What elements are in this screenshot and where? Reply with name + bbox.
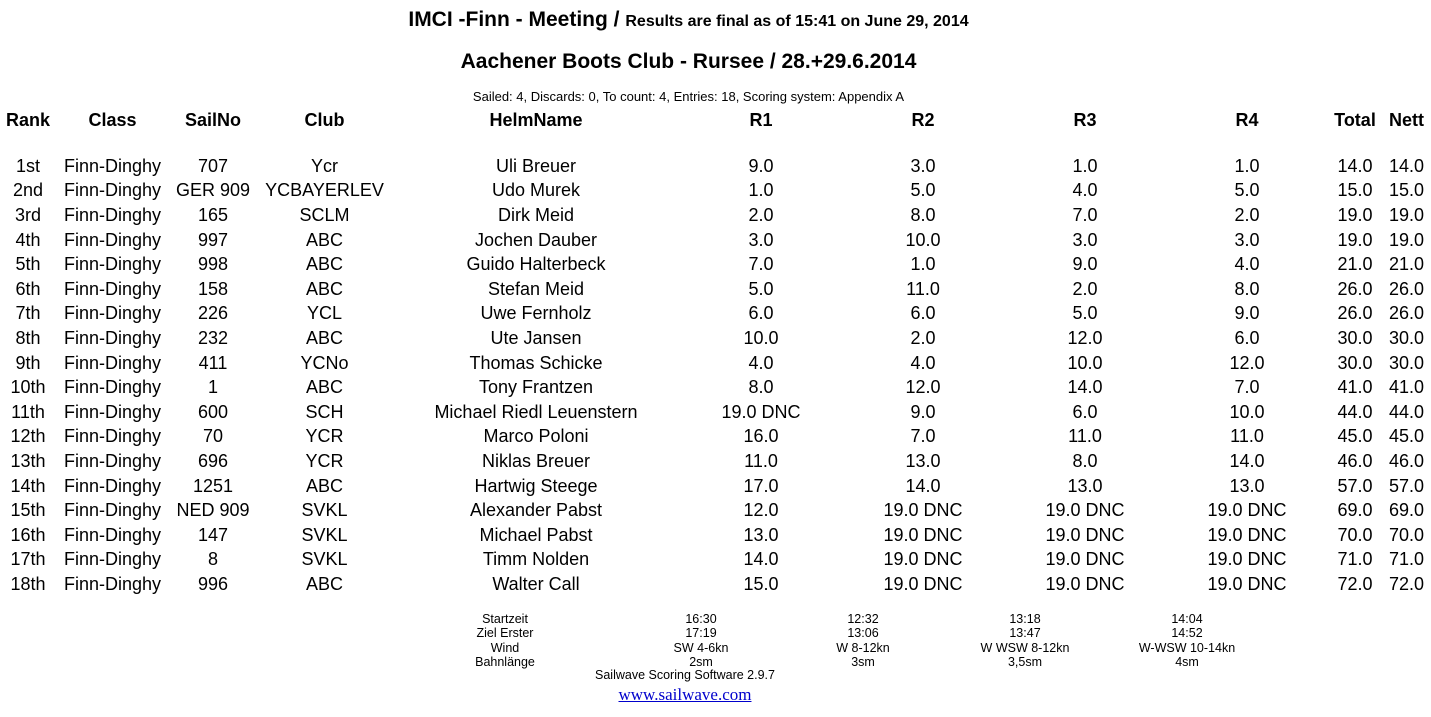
race-info-r2 xyxy=(782,612,944,669)
cell-club: ABC xyxy=(305,229,343,250)
cell-total: 26.0 xyxy=(1337,303,1373,324)
cell-nett: 41.0 xyxy=(1388,377,1425,398)
cell-rank: 16th xyxy=(10,524,46,545)
cell-r1: 9.0 xyxy=(748,155,774,176)
cell-sailno: 147 xyxy=(197,524,229,545)
cell-total: 19.0 xyxy=(1337,229,1373,250)
column-header-class: Class xyxy=(88,109,137,130)
cell-nett: 72.0 xyxy=(1388,573,1425,594)
cell-sailno: 996 xyxy=(197,573,229,594)
cell-helmname: Michael Pabst xyxy=(479,524,593,545)
cell-r3: 19.0 DNC xyxy=(1045,500,1125,521)
cell-nett: 14.0 xyxy=(1388,155,1425,176)
table-row xyxy=(0,523,1431,548)
cell-r4: 11.0 xyxy=(1230,426,1264,447)
cell-helmname: Michael Riedl Leuenstern xyxy=(434,401,638,422)
r3-length: 3,5sm xyxy=(1007,654,1043,669)
cell-total: 19.0 xyxy=(1337,204,1373,225)
cell-r4: 6.0 xyxy=(1234,327,1260,348)
r1-start: 16:30 xyxy=(685,612,717,626)
race-info-r4 xyxy=(1106,612,1268,669)
cell-total: 30.0 xyxy=(1337,352,1373,373)
cell-helmname: Udo Murek xyxy=(491,180,581,201)
cell-club: YCNo xyxy=(300,352,349,373)
cell-helmname: Dirk Meid xyxy=(497,204,574,225)
cell-sailno: 600 xyxy=(197,401,229,422)
cell-sailno: 707 xyxy=(197,155,229,176)
cell-class: Finn-Dinghy xyxy=(63,155,162,176)
cell-nett: 46.0 xyxy=(1388,450,1425,471)
cell-class: Finn-Dinghy xyxy=(63,377,162,398)
cell-r1: 8.0 xyxy=(748,377,774,398)
cell-rank: 8th xyxy=(15,327,41,348)
cell-r1: 11.0 xyxy=(744,450,778,471)
table-row xyxy=(0,252,1431,277)
cell-helmname: Hartwig Steege xyxy=(474,475,598,496)
cell-class: Finn-Dinghy xyxy=(63,352,162,373)
cell-total: 30.0 xyxy=(1337,327,1373,348)
cell-r2: 11.0 xyxy=(906,278,940,299)
cell-rank: 17th xyxy=(10,549,46,570)
cell-total: 71.0 xyxy=(1337,549,1373,570)
cell-club: ABC xyxy=(305,475,343,496)
scoring-summary: Sailed: 4, Discards: 0, To count: 4, Entries: 18, Scoring system: Appendix A xyxy=(472,89,905,104)
sailwave-link[interactable]: www.sailwave.com xyxy=(618,685,752,704)
cell-class: Finn-Dinghy xyxy=(63,573,162,594)
cell-r1: 17.0 xyxy=(743,475,779,496)
cell-total: 69.0 xyxy=(1337,500,1373,521)
cell-r2: 13.0 xyxy=(905,450,941,471)
cell-club: ABC xyxy=(305,254,343,275)
cell-sailno: 232 xyxy=(197,327,229,348)
cell-club: SCLM xyxy=(299,204,350,225)
cell-r4: 19.0 DNC xyxy=(1207,549,1287,570)
table-row xyxy=(0,179,1431,204)
cell-nett: 26.0 xyxy=(1388,278,1425,299)
cell-nett: 15.0 xyxy=(1388,180,1425,201)
cell-r3: 11.0 xyxy=(1068,426,1102,447)
cell-sailno: 165 xyxy=(197,204,229,225)
cell-nett: 57.0 xyxy=(1388,475,1425,496)
column-header-nett: Nett xyxy=(1389,109,1424,130)
race-info-r1 xyxy=(620,612,782,669)
cell-r2: 19.0 DNC xyxy=(883,524,963,545)
cell-rank: 4th xyxy=(15,229,41,250)
cell-r3: 14.0 xyxy=(1067,377,1103,398)
table-row xyxy=(0,375,1431,400)
r4-finish: 14:52 xyxy=(1171,626,1203,641)
cell-rank: 12th xyxy=(10,426,46,447)
cell-helmname: Alexander Pabst xyxy=(469,500,603,521)
r3-finish: 13:47 xyxy=(1009,626,1041,641)
cell-club: Ycr xyxy=(311,155,338,176)
cell-helmname: Ute Jansen xyxy=(490,327,582,348)
column-header-r1: R1 xyxy=(749,109,773,130)
table-row xyxy=(0,425,1431,450)
cell-sailno: 8 xyxy=(207,549,218,570)
cell-nett: 69.0 xyxy=(1388,500,1425,521)
cell-r3: 9.0 xyxy=(1072,254,1098,275)
cell-club: SCH xyxy=(305,401,344,422)
page-title xyxy=(0,8,1377,32)
cell-r4: 19.0 DNC xyxy=(1207,500,1287,521)
r2-wind: W 8-12kn xyxy=(836,640,890,655)
cell-total: 15.0 xyxy=(1337,180,1373,201)
cell-helmname: Uli Breuer xyxy=(495,155,577,176)
cell-r3: 19.0 DNC xyxy=(1045,573,1125,594)
cell-rank: 2nd xyxy=(12,180,44,201)
cell-nett: 71.0 xyxy=(1388,549,1425,570)
cell-rank: 3rd xyxy=(14,204,41,225)
cell-nett: 19.0 xyxy=(1388,204,1425,225)
cell-r1: 4.0 xyxy=(748,352,774,373)
table-row xyxy=(0,203,1431,228)
cell-r2: 19.0 DNC xyxy=(883,549,963,570)
results-status: Results are final as of 15:41 on June 29, 2014 xyxy=(625,13,969,30)
cell-nett: 19.0 xyxy=(1388,229,1425,250)
cell-nett: 21.0 xyxy=(1388,254,1425,275)
table-row xyxy=(0,228,1431,253)
r4-start: 14:04 xyxy=(1171,612,1203,626)
cell-r2: 7.0 xyxy=(910,426,936,447)
cell-sailno: 411 xyxy=(198,352,228,373)
cell-total: 45.0 xyxy=(1337,426,1373,447)
r2-start: 12:32 xyxy=(847,612,879,626)
cell-sailno: GER 909 xyxy=(175,180,251,201)
cell-helmname: Marco Poloni xyxy=(483,426,589,447)
cell-club: YCL xyxy=(306,303,342,324)
cell-r1: 16.0 xyxy=(743,426,779,447)
table-row xyxy=(0,400,1431,425)
cell-helmname: Tony Frantzen xyxy=(478,377,594,398)
cell-r1: 14.0 xyxy=(743,549,779,570)
cell-r2: 8.0 xyxy=(910,204,936,225)
cell-total: 21.0 xyxy=(1337,254,1373,275)
cell-r4: 1.0 xyxy=(1234,155,1260,176)
label-ziel-erster: Ziel Erster xyxy=(476,626,534,641)
results-body xyxy=(0,134,1431,597)
column-header-total: Total xyxy=(1334,109,1376,130)
cell-r3: 7.0 xyxy=(1072,204,1098,225)
cell-r3: 10.0 xyxy=(1067,352,1103,373)
cell-rank: 11th xyxy=(11,401,45,422)
cell-r2: 9.0 xyxy=(910,401,936,422)
cell-class: Finn-Dinghy xyxy=(63,278,162,299)
cell-nett: 45.0 xyxy=(1388,426,1425,447)
cell-sailno: 998 xyxy=(197,254,229,275)
cell-class: Finn-Dinghy xyxy=(63,254,162,275)
cell-r3: 19.0 DNC xyxy=(1045,549,1125,570)
table-row xyxy=(0,498,1431,523)
cell-rank: 7th xyxy=(15,303,41,324)
cell-r1: 12.0 xyxy=(743,500,779,521)
r3-wind: W WSW 8-12kn xyxy=(980,640,1070,655)
table-row xyxy=(0,474,1431,499)
label-bahnlaenge: Bahnlänge xyxy=(475,654,535,669)
cell-r1: 2.0 xyxy=(748,204,774,225)
cell-class: Finn-Dinghy xyxy=(63,549,162,570)
cell-sailno: 1 xyxy=(207,377,218,398)
r3-start: 13:18 xyxy=(1009,612,1041,626)
r1-finish: 17:19 xyxy=(685,626,717,641)
cell-r1: 1.0 xyxy=(748,180,774,201)
cell-r4: 19.0 DNC xyxy=(1207,524,1287,545)
table-row xyxy=(0,449,1431,474)
table-header-row xyxy=(0,106,1431,134)
cell-r3: 3.0 xyxy=(1072,229,1098,250)
cell-club: SVKL xyxy=(301,549,348,570)
r4-wind: W-WSW 10-14kn xyxy=(1138,640,1236,655)
cell-r3: 19.0 DNC xyxy=(1045,524,1125,545)
cell-club: ABC xyxy=(305,327,343,348)
cell-class: Finn-Dinghy xyxy=(63,180,162,201)
cell-helmname: Guido Halterbeck xyxy=(466,254,606,275)
cell-r1: 6.0 xyxy=(748,303,774,324)
column-header-helmname: HelmName xyxy=(489,109,583,130)
cell-r2: 19.0 DNC xyxy=(883,500,963,521)
cell-r2: 1.0 xyxy=(910,254,936,275)
cell-club: ABC xyxy=(305,573,343,594)
table-row xyxy=(0,326,1431,351)
cell-total: 57.0 xyxy=(1337,475,1373,496)
cell-club: SVKL xyxy=(301,500,348,521)
cell-r4: 3.0 xyxy=(1234,229,1260,250)
cell-r3: 12.0 xyxy=(1067,327,1103,348)
cell-total: 41.0 xyxy=(1337,377,1373,398)
cell-sailno: 1251 xyxy=(192,475,234,496)
r1-wind: SW 4-6kn xyxy=(673,640,729,655)
cell-nett: 70.0 xyxy=(1388,524,1425,545)
column-header-club: Club xyxy=(304,109,345,130)
cell-r1: 15.0 xyxy=(743,573,779,594)
cell-r4: 12.0 xyxy=(1229,352,1265,373)
cell-r1: 7.0 xyxy=(748,254,774,275)
cell-nett: 26.0 xyxy=(1388,303,1425,324)
cell-r2: 3.0 xyxy=(910,155,936,176)
race-info-r3 xyxy=(944,612,1106,669)
cell-r2: 10.0 xyxy=(905,229,941,250)
r2-finish: 13:06 xyxy=(847,626,879,641)
table-row xyxy=(0,572,1431,597)
cell-rank: 10th xyxy=(10,377,46,398)
website-container xyxy=(0,685,1370,705)
cell-r4: 4.0 xyxy=(1234,254,1260,275)
cell-r2: 14.0 xyxy=(905,475,941,496)
cell-rank: 14th xyxy=(10,475,46,496)
cell-r3: 5.0 xyxy=(1072,303,1098,324)
title-separator: / xyxy=(607,8,626,31)
table-row xyxy=(0,277,1431,302)
cell-r4: 7.0 xyxy=(1234,377,1260,398)
cell-rank: 9th xyxy=(15,352,41,373)
cell-r1: 5.0 xyxy=(748,278,774,299)
cell-r4: 2.0 xyxy=(1234,204,1260,225)
cell-rank: 1st xyxy=(15,155,40,176)
table-row xyxy=(0,548,1431,573)
r2-length: 3sm xyxy=(851,654,875,669)
cell-club: YCR xyxy=(305,450,344,471)
cell-nett: 30.0 xyxy=(1388,327,1425,348)
cell-class: Finn-Dinghy xyxy=(63,500,162,521)
cell-r2: 2.0 xyxy=(910,327,936,348)
label-startzeit: Startzeit xyxy=(482,612,528,626)
cell-r3: 6.0 xyxy=(1072,401,1098,422)
cell-helmname: Uwe Fernholz xyxy=(480,303,592,324)
cell-class: Finn-Dinghy xyxy=(63,475,162,496)
cell-total: 44.0 xyxy=(1337,401,1373,422)
cell-class: Finn-Dinghy xyxy=(63,204,162,225)
cell-r3: 13.0 xyxy=(1067,475,1103,496)
cell-rank: 15th xyxy=(10,500,46,521)
cell-total: 26.0 xyxy=(1337,278,1373,299)
cell-helmname: Stefan Meid xyxy=(487,278,585,299)
venue-subtitle: Aachener Boots Club - Rursee / 28.+29.6.2014 xyxy=(460,50,917,73)
cell-r4: 10.0 xyxy=(1229,401,1265,422)
cell-club: SVKL xyxy=(301,524,348,545)
cell-class: Finn-Dinghy xyxy=(63,327,162,348)
table-row xyxy=(0,351,1431,376)
cell-r4: 8.0 xyxy=(1234,278,1260,299)
cell-r3: 8.0 xyxy=(1072,450,1098,471)
column-header-r4: R4 xyxy=(1235,109,1259,130)
header-spacer-row xyxy=(0,134,1431,154)
results-table xyxy=(0,106,1431,597)
cell-sailno: 158 xyxy=(197,278,229,299)
cell-total: 46.0 xyxy=(1337,450,1373,471)
cell-total: 72.0 xyxy=(1337,573,1373,594)
column-header-r3: R3 xyxy=(1073,109,1097,130)
cell-club: YCR xyxy=(305,426,344,447)
cell-sailno: 226 xyxy=(197,303,229,324)
cell-class: Finn-Dinghy xyxy=(63,450,162,471)
cell-helmname: Walter Call xyxy=(492,573,580,594)
cell-r2: 5.0 xyxy=(910,180,936,201)
cell-r1: 10.0 xyxy=(743,327,779,348)
cell-rank: 18th xyxy=(10,573,46,594)
cell-total: 14.0 xyxy=(1337,155,1373,176)
cell-r4: 14.0 xyxy=(1229,450,1265,471)
label-wind: Wind xyxy=(490,640,520,655)
cell-total: 70.0 xyxy=(1337,524,1373,545)
cell-r2: 4.0 xyxy=(910,352,936,373)
r4-length: 4sm xyxy=(1175,654,1199,669)
cell-r4: 13.0 xyxy=(1229,475,1265,496)
table-row xyxy=(0,302,1431,327)
cell-club: ABC xyxy=(305,377,343,398)
cell-r4: 9.0 xyxy=(1234,303,1260,324)
cell-class: Finn-Dinghy xyxy=(63,426,162,447)
cell-r2: 12.0 xyxy=(905,377,941,398)
event-title: IMCI -Finn - Meeting xyxy=(408,8,608,31)
cell-r4: 19.0 DNC xyxy=(1207,573,1287,594)
cell-r3: 2.0 xyxy=(1072,278,1098,299)
cell-class: Finn-Dinghy xyxy=(63,524,162,545)
cell-class: Finn-Dinghy xyxy=(63,229,162,250)
cell-r2: 19.0 DNC xyxy=(883,573,963,594)
cell-sailno: 696 xyxy=(197,450,229,471)
cell-sailno: 997 xyxy=(197,229,229,250)
software-credit: Sailwave Scoring Software 2.9.7 xyxy=(595,668,775,682)
cell-r1: 3.0 xyxy=(748,229,774,250)
cell-r3: 1.0 xyxy=(1072,155,1098,176)
cell-class: Finn-Dinghy xyxy=(63,303,162,324)
cell-r1: 19.0 DNC xyxy=(721,401,801,422)
cell-r3: 4.0 xyxy=(1072,180,1098,201)
cell-class: Finn-Dinghy xyxy=(63,401,162,422)
race-info-labels xyxy=(430,612,580,669)
cell-helmname: Niklas Breuer xyxy=(481,450,591,471)
cell-helmname: Thomas Schicke xyxy=(469,352,603,373)
cell-r1: 13.0 xyxy=(743,524,779,545)
cell-rank: 13th xyxy=(10,450,46,471)
cell-sailno: 70 xyxy=(202,426,224,447)
r1-length: 2sm xyxy=(689,654,713,669)
cell-sailno: NED 909 xyxy=(176,500,250,521)
cell-helmname: Timm Nolden xyxy=(482,549,590,570)
cell-helmname: Jochen Dauber xyxy=(474,229,598,250)
column-header-rank: Rank xyxy=(5,109,50,130)
table-row xyxy=(0,154,1431,179)
cell-nett: 30.0 xyxy=(1388,352,1425,373)
cell-rank: 5th xyxy=(15,254,41,275)
column-header-r2: R2 xyxy=(911,109,935,130)
cell-r2: 6.0 xyxy=(910,303,936,324)
column-header-sailno: SailNo xyxy=(184,109,241,130)
cell-nett: 44.0 xyxy=(1388,401,1425,422)
cell-club: ABC xyxy=(305,278,343,299)
cell-rank: 6th xyxy=(15,278,41,299)
cell-club: YCBAYERLEV xyxy=(265,180,384,201)
cell-r4: 5.0 xyxy=(1234,180,1260,201)
